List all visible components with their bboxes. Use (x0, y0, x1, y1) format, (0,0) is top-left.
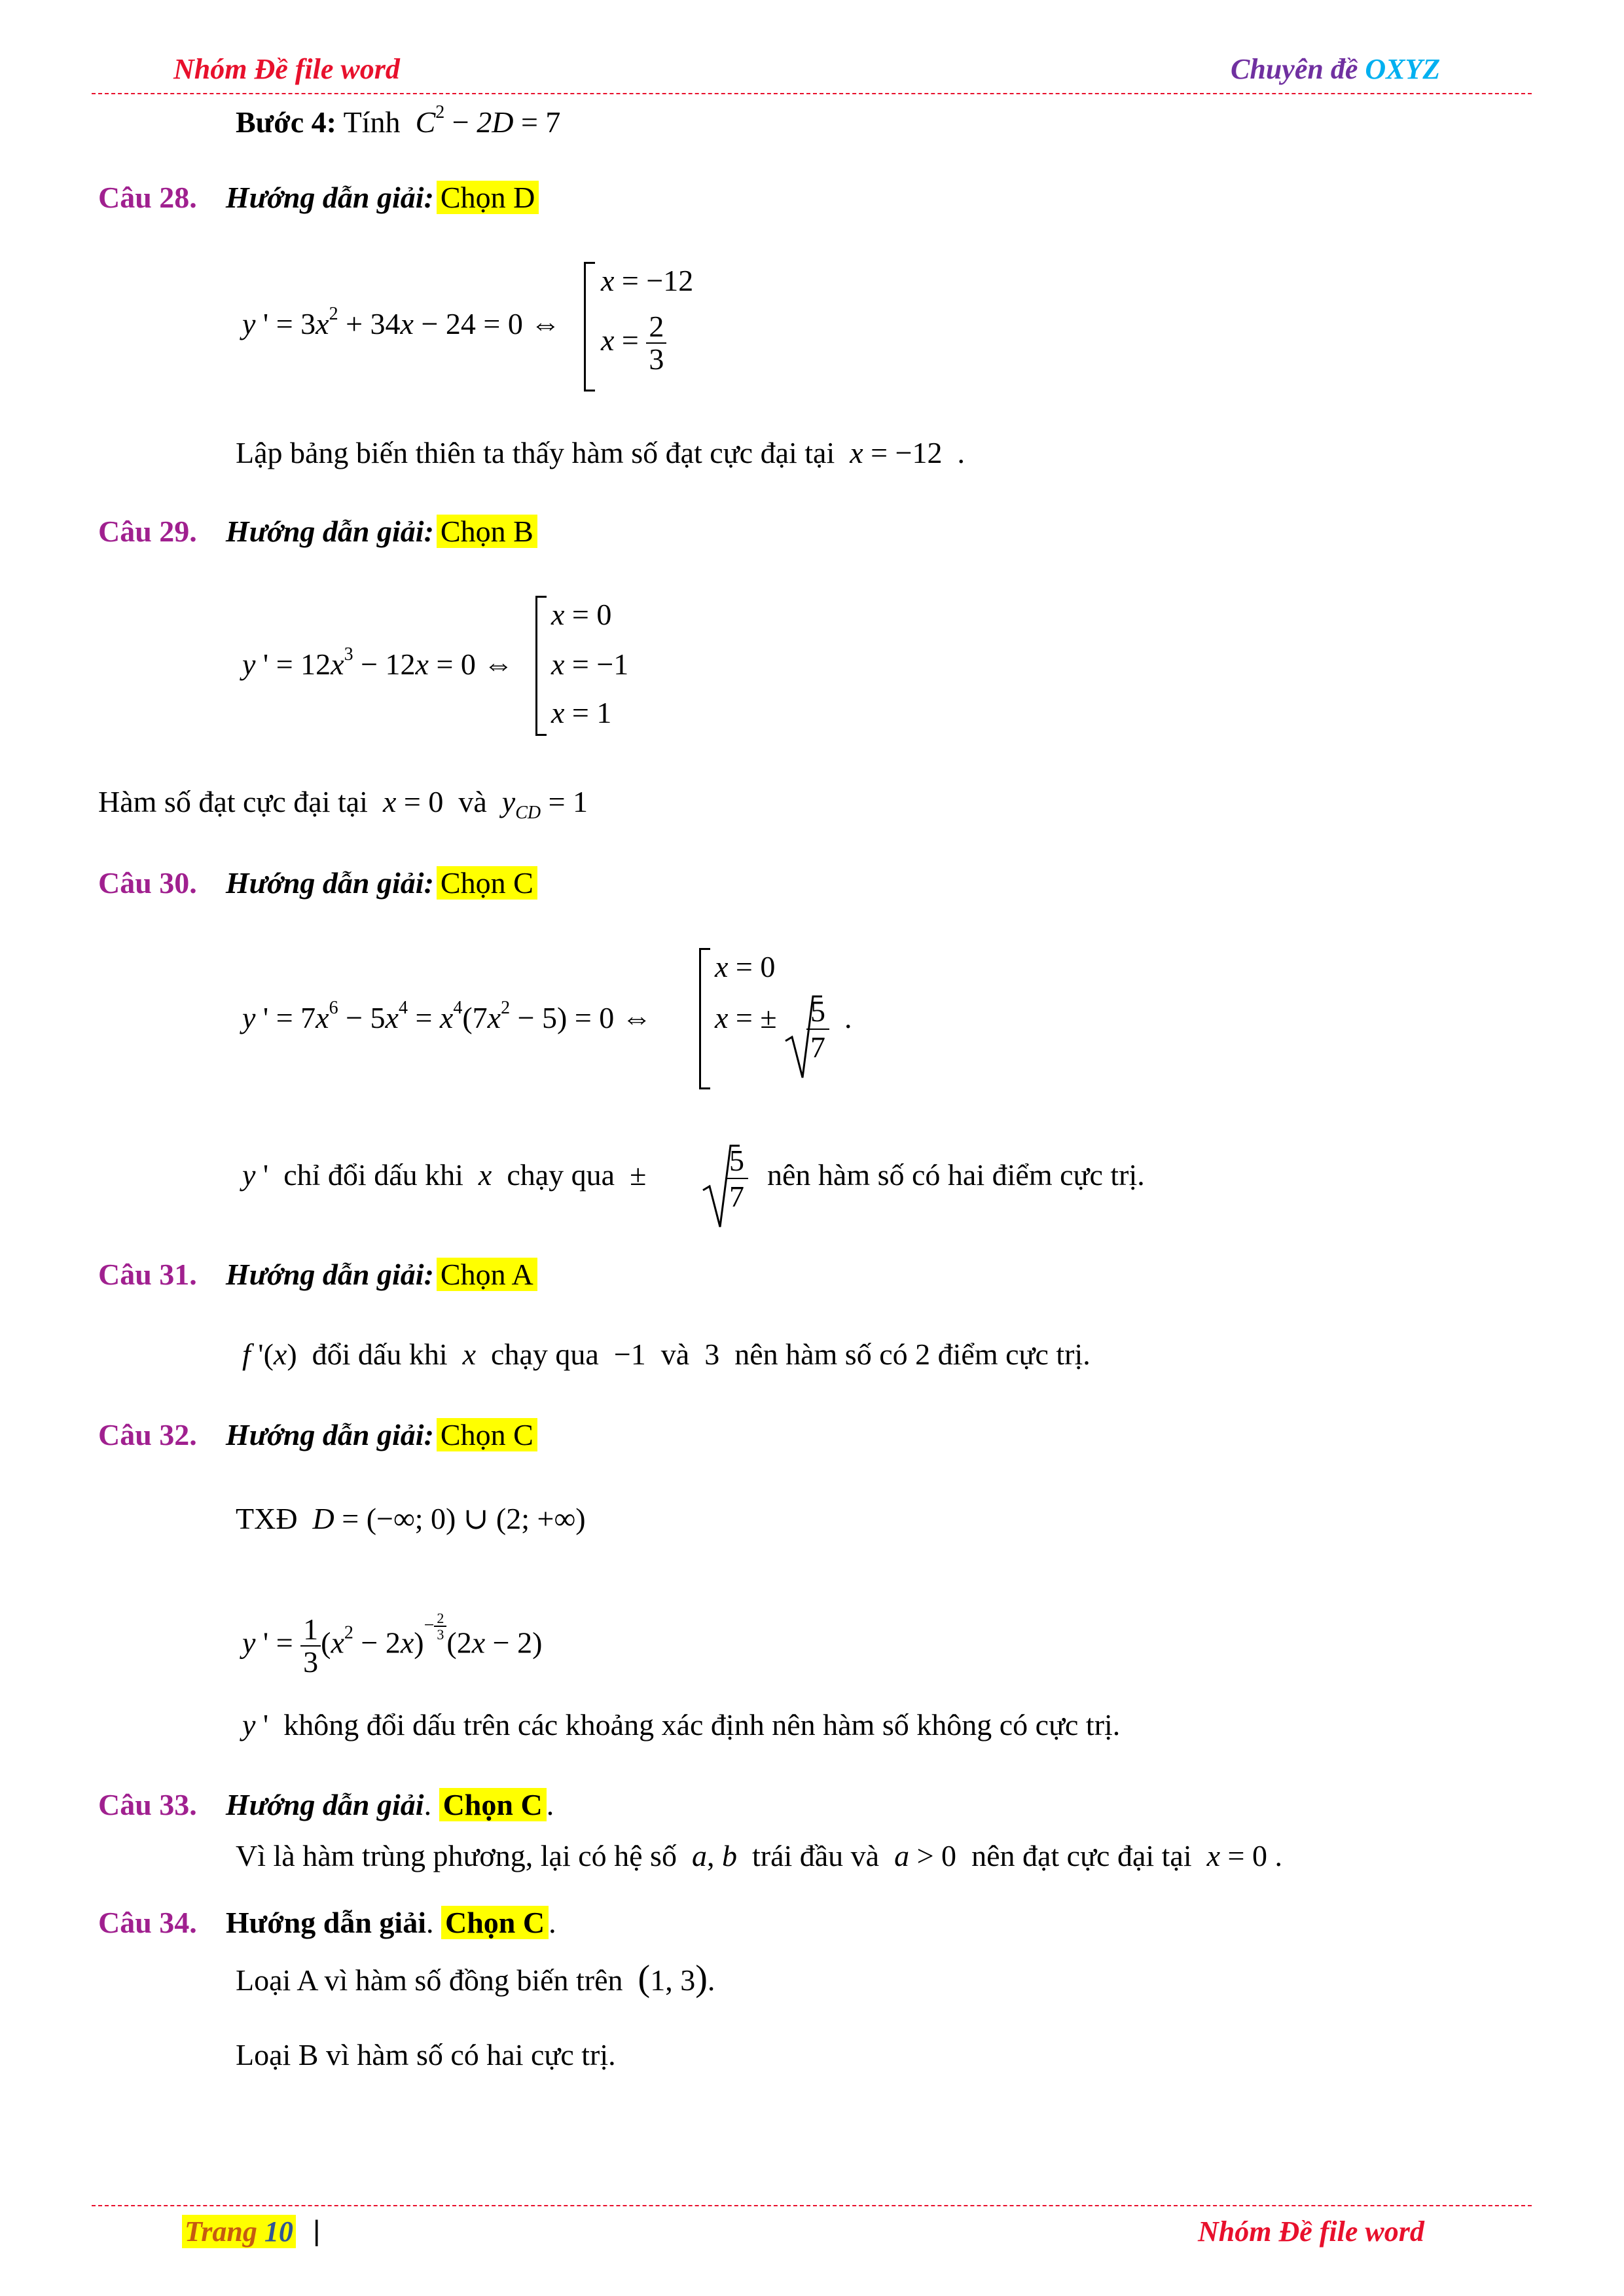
q31-c3: và (660, 1338, 690, 1371)
q33-number: Câu 33. (98, 1788, 197, 1821)
q28-guide: Hướng dẫn giải: (225, 181, 434, 214)
q30-answer: Chọn C (437, 866, 537, 900)
q29-number: Câu 29. (98, 515, 197, 548)
q28-number: Câu 28. (98, 181, 197, 214)
step4-label: Bước 4: (236, 105, 336, 139)
q32-heading (98, 1417, 537, 1452)
q30-line2-a: y ' chỉ đổi dấu khi x chạy qua ± (242, 1158, 647, 1192)
q33-c1: Vì là hàm trùng phương, lại có hệ số (236, 1839, 677, 1872)
q34-line1: Loại A vì hàm số đồng biến trên (1, 3). (236, 1958, 715, 1999)
q28-root1: x = −12 (601, 264, 694, 297)
q28-conclusion-text: Lập bảng biến thiên ta thấy hàm số đạt cực đại tại (236, 436, 835, 469)
header-right (1231, 52, 1440, 86)
q33-c3: nên đạt cực đại tại (971, 1839, 1192, 1872)
q30-number: Câu 30. (98, 866, 197, 900)
q30-period: . (844, 1001, 852, 1034)
q31-line: f '(x) đổi dấu khi x chạy qua −1 và 3 nên hàm số có 2 điểm cực trị. (242, 1338, 1091, 1371)
footer-page (182, 2215, 296, 2248)
q33-c2: trái đầu và (751, 1839, 880, 1872)
q30-guide: Hướng dẫn giải: (225, 866, 434, 900)
q32-derivative: y ' = $\frac{1}{3}$ $(x^2 - 2x)^{- \frac{2}{3}}$ (2x − 2) (242, 1610, 543, 1679)
q34-guide: Hướng dẫn giải (225, 1906, 426, 1939)
header-right-prefix: Chuyên đề (1231, 53, 1365, 85)
q30-heading (98, 866, 537, 900)
q34-line2: Loại B vì hàm số có hai cực trị. (236, 2038, 616, 2071)
q31-heading (98, 1257, 537, 1292)
q28-heading (98, 180, 539, 215)
q32-domain: TXĐ D = (−∞; 0) ∪ (2; +∞) (236, 1502, 586, 1535)
q32-conclusion: y ' không đổi dấu trên các khoảng xác định nên hàm số không có cực trị. (242, 1708, 1121, 1741)
header-left: Nhóm Đề file word (173, 53, 400, 85)
q31-guide: Hướng dẫn giải: (225, 1258, 434, 1291)
footer-page-prefix: Trang (185, 2215, 264, 2248)
q33-line: Vì là hàm trùng phương, lại có hệ số a, b trái đầu và a > 0 nên đạt cực đại tại x = 0 . (236, 1839, 1282, 1872)
q30-bracket (699, 948, 710, 1089)
q29-conclusion: Hàm số đạt cực đại tại x = 0 và $y_{CD} = 1$ (98, 785, 588, 823)
q29-c2: và (458, 785, 487, 818)
q34-number: Câu 34. (98, 1906, 197, 1939)
q30-root2: x = ± (715, 1001, 777, 1034)
q29-bracket (535, 596, 547, 736)
q32-txd: TXĐ (236, 1502, 298, 1535)
q29-equation: y ' = $12x^3 - 12x = 0$ ⇔ (242, 644, 514, 681)
q30-c2: chạy qua (507, 1158, 615, 1192)
footer-page-number: 10 (264, 2215, 293, 2248)
q31-number: Câu 31. (98, 1258, 197, 1291)
q31-c2: chạy qua (491, 1338, 599, 1371)
q30-root2-frac: 5 7 (806, 994, 829, 1065)
q28-bracket (584, 262, 595, 392)
footer-right: Nhóm Đề file word (1198, 2215, 1424, 2248)
q30-equation: y ' = $7x^6 - 5x^4 = x^4(7x^2 - 5) = 0$ ⇔ (242, 998, 652, 1034)
q28-conclusion: Lập bảng biến thiên ta thấy hàm số đạt cực đại tại x = −12 . (236, 436, 965, 469)
q29-heading (98, 514, 537, 549)
q30-c1: chỉ đổi dấu khi (283, 1158, 463, 1192)
q32-number: Câu 32. (98, 1418, 197, 1451)
q29-root3: x = 1 (551, 696, 612, 729)
q28-equation: y ' = $3x^2 + 34x - 24 = 0$ ⇔ (242, 304, 561, 340)
q31-c1: đổi dấu khi (312, 1338, 448, 1371)
q34-answer: Chọn C (441, 1906, 549, 1939)
q29-guide: Hướng dẫn giải: (225, 515, 434, 548)
q29-root1: x = 0 (551, 598, 612, 631)
q31-answer: Chọn A (437, 1258, 537, 1291)
footer-separator: | (313, 2215, 321, 2247)
q32-c1: không đổi dấu trên các khoảng xác định nên hàm số không có cực trị. (283, 1708, 1121, 1741)
q30-root1: x = 0 (715, 950, 776, 983)
q31-c4: nên hàm số có 2 điểm cực trị. (734, 1338, 1091, 1371)
footer-rule (92, 2205, 1532, 2206)
header-right-highlight: OXYZ (1365, 53, 1441, 85)
step4-line: Bước 4: Tính $C^2 - 2D = 7$ (236, 102, 561, 139)
q30-line2-frac: 5 7 (725, 1143, 748, 1214)
q34-heading: Câu 34. Hướng dẫn giải. Chọn C . (98, 1906, 556, 1939)
q29-c1: Hàm số đạt cực đại tại (98, 785, 368, 818)
q32-answer: Chọn C (437, 1418, 537, 1451)
q34-c1: Loại A vì hàm số đồng biến trên (236, 1963, 623, 1997)
q29-answer: Chọn B (437, 515, 537, 548)
q28-root2: x = $\frac{2}{3}$ (601, 311, 666, 376)
q32-guide: Hướng dẫn giải: (225, 1418, 434, 1451)
q33-guide: Hướng dẫn giải (225, 1788, 424, 1821)
step4-text: Tính (343, 105, 401, 139)
q30-line2-b: nên hàm số có hai điểm cực trị. (767, 1158, 1145, 1192)
q33-answer: Chọn C (439, 1788, 547, 1821)
q33-heading: Câu 33. Hướng dẫn giải. Chọn C . (98, 1788, 554, 1821)
q28-answer: Chọn D (437, 181, 539, 214)
header-rule (92, 93, 1532, 94)
q29-root2: x = −1 (551, 647, 629, 681)
